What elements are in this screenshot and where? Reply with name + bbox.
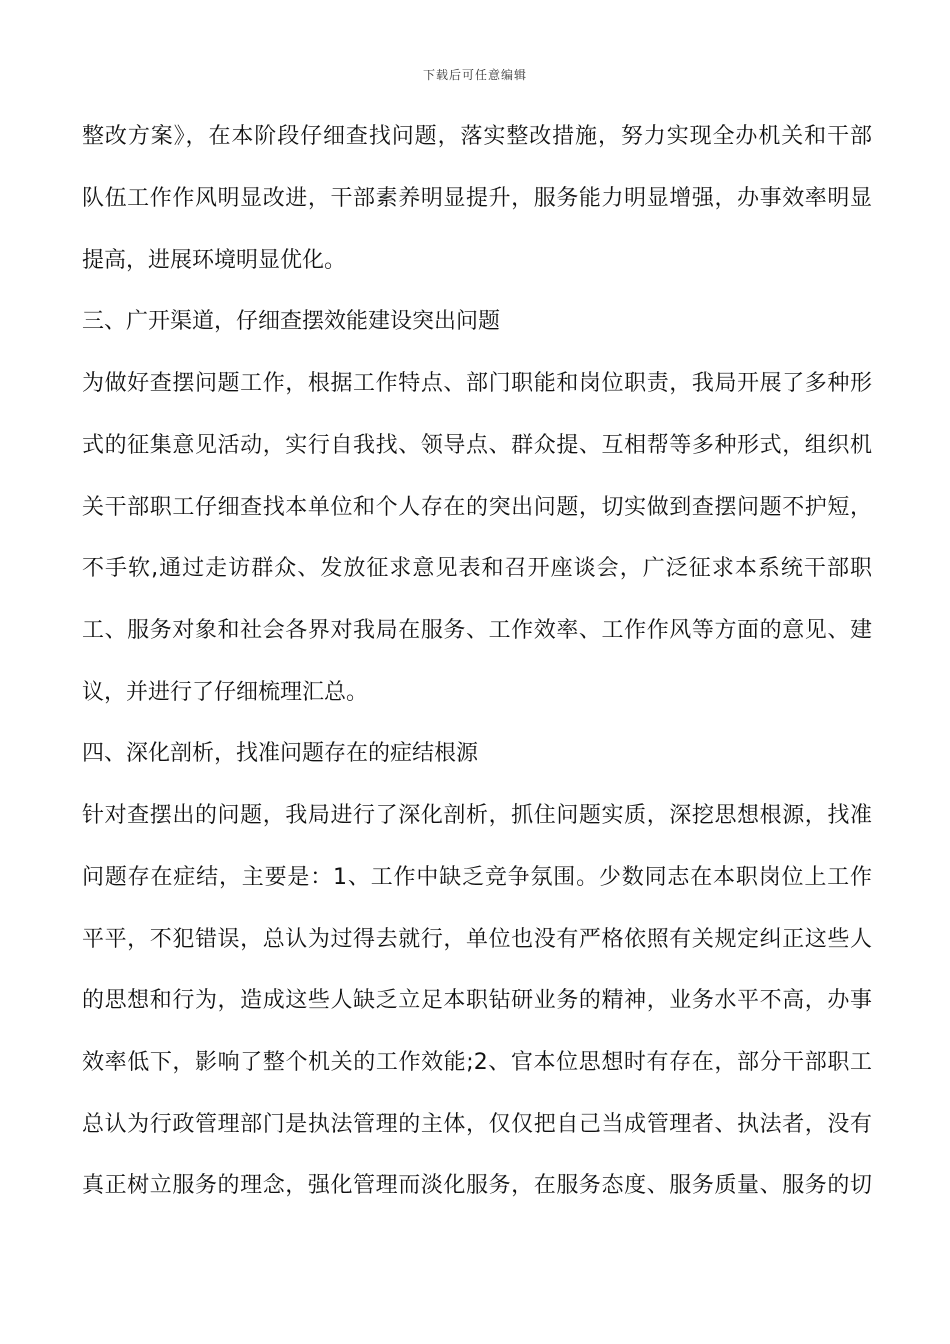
body-line: 式的征集意见活动，实行自我找、领导点、群众提、互相帮等多种形式，组织机: [82, 433, 872, 458]
body-line: 平平，不犯错误，总认为过得去就行，单位也没有严格依照有关规定纠正这些人: [82, 927, 872, 952]
body-line: 整改方案》，在本阶段仔细查找问题，落实整改措施，努力实现全办机关和干部: [82, 124, 872, 149]
body-line: 效率低下，影响了整个机关的工作效能;2、官本位思想时有存在，部分干部职工: [82, 1050, 872, 1075]
body-line: 为做好查摆问题工作，根据工作特点、部门职能和岗位职责，我局开展了多种形: [82, 371, 872, 396]
body-line: 队伍工作作风明显改进，干部素养明显提升，服务能力明显增强，办事效率明显: [82, 186, 872, 211]
body-line: 问题存在症结，主要是：1、工作中缺乏竞争氛围。少数同志在本职岗位上工作: [82, 865, 872, 890]
body-line: 工、服务对象和社会各界对我局在服务、工作效率、工作作风等方面的意见、建: [82, 618, 872, 643]
body-line: 总认为行政管理部门是执法管理的主体，仅仅把自己当成管理者、执法者，没有: [82, 1112, 872, 1137]
body-line: 的思想和行为，造成这些人缺乏立足本职钻研业务的精神，业务水平不高，办事: [82, 988, 872, 1013]
body-line: 关干部职工仔细查找本单位和个人存在的突出问题，切实做到查摆问题不护短，: [82, 495, 872, 520]
body-line: 针对查摆出的问题，我局进行了深化剖析，抓住问题实质，深挖思想根源，找准: [82, 803, 872, 828]
body-line: 不手软,通过走访群众、发放征求意见表和召开座谈会，广泛征求本系统干部职: [82, 556, 872, 581]
body-line: 真正树立服务的理念，强化管理而淡化服务，在服务态度、服务质量、服务的切: [82, 1173, 872, 1198]
section-heading: 三、广开渠道，仔细查摆效能建设突出问题: [82, 309, 501, 334]
page-header-note: 下载后可任意编辑: [422, 68, 527, 82]
body-line: 提高，进展环境明显优化。: [82, 248, 347, 273]
section-heading: 四、深化剖析，找准问题存在的症结根源: [82, 741, 479, 766]
body-line: 议，并进行了仔细梳理汇总。: [82, 680, 369, 705]
